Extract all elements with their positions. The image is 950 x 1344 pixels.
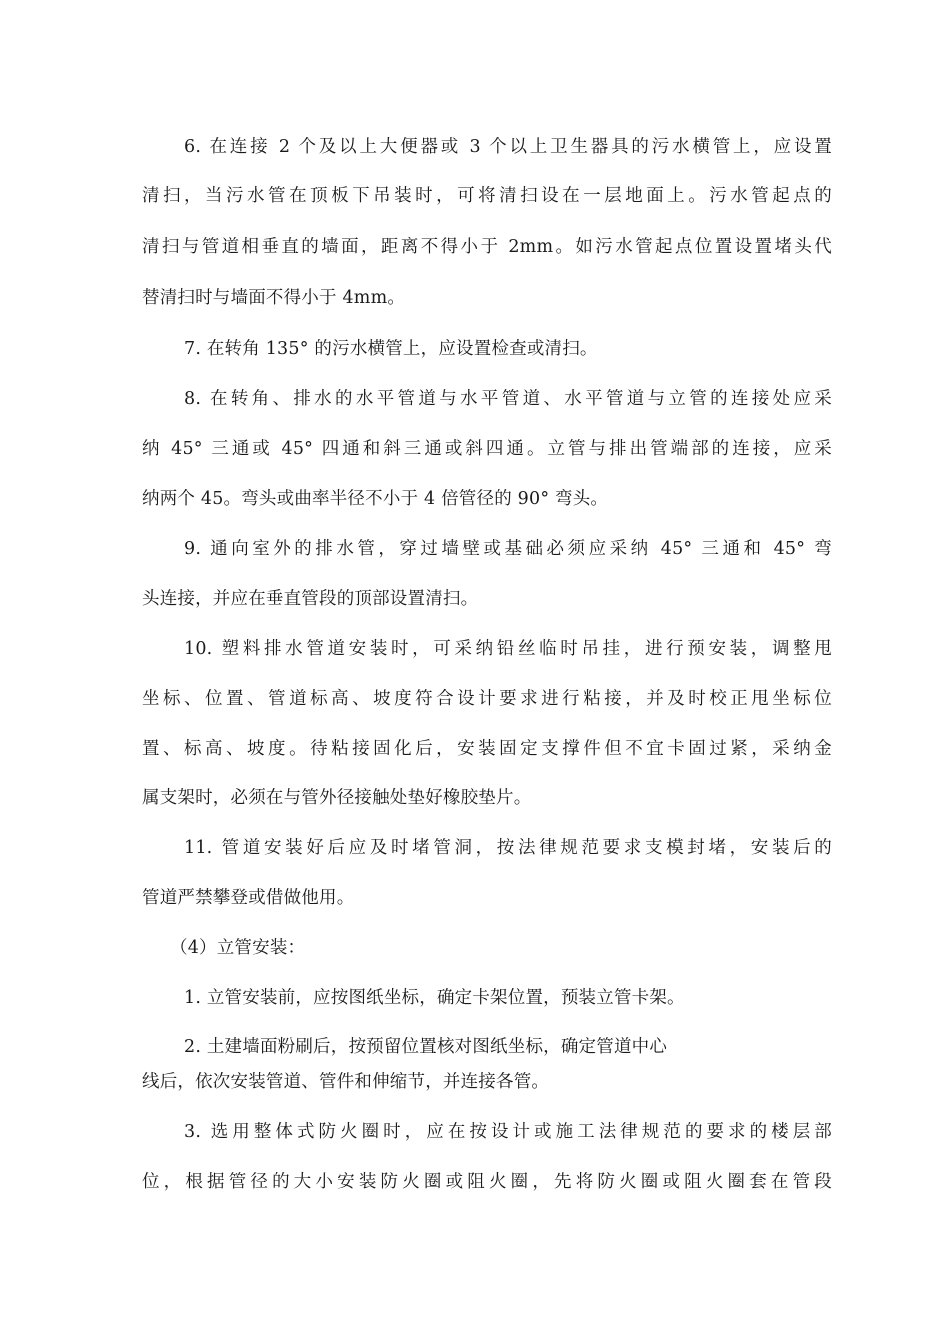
text-line: 清扫，当污水管在顶板下吊装时，可将清扫设在一层地面上。污水管起点的 xyxy=(142,186,832,206)
text-line: 2. 土建墙面粉刷后，按预留位置核对图纸坐标，确定管道中心 xyxy=(184,1037,668,1057)
text-line: 位，根据管径的大小安装防火圈或阻火圈，先将防火圈或阻火圈套在管段 xyxy=(142,1172,832,1192)
text-line: 7. 在转角 135° 的污水横管上，应设置检查或清扫。 xyxy=(184,339,598,359)
text-line: 11. 管道安装好后应及时堵管洞，按法律规范要求支模封堵，安装后的 xyxy=(184,838,832,858)
text-line: 8. 在转角、排水的水平管道与水平管道、水平管道与立管的连接处应采 xyxy=(184,389,832,409)
text-line: 线后，依次安装管道、管件和伸缩节，并连接各管。 xyxy=(142,1072,550,1092)
text-line: 纳两个 45。弯头或曲率半径不小于 4 倍管径的 90° 弯头。 xyxy=(142,489,609,509)
text-line: 坐标、位置、管道标高、坡度符合设计要求进行粘接，并及时校正甩坐标位 xyxy=(142,689,832,709)
section-heading: （4）立管安装： xyxy=(170,938,306,958)
text-line: 属支架时，必须在与管外径接触处垫好橡胶垫片。 xyxy=(142,788,532,808)
text-line: 置、标高、坡度。待粘接固化后，安装固定支撑件但不宜卡固过紧，采纳金 xyxy=(142,739,832,759)
text-line: 6. 在连接 2 个及以上大便器或 3 个以上卫生器具的污水横管上，应设置 xyxy=(184,137,832,157)
text-line: 替清扫时与墙面不得小于 4mm。 xyxy=(142,288,406,308)
text-line: 头连接，并应在垂直管段的顶部设置清扫。 xyxy=(142,589,479,609)
text-line: 9. 通向室外的排水管，穿过墙壁或基础必须应采纳 45° 三通和 45° 弯 xyxy=(184,539,832,559)
text-line: 清扫与管道相垂直的墙面，距离不得小于 2mm。如污水管起点位置设置堵头代 xyxy=(142,237,832,257)
text-line: 纳 45° 三通或 45° 四通和斜三通或斜四通。立管与排出管端部的连接，应采 xyxy=(142,439,832,459)
text-line: 1. 立管安装前，应按图纸坐标，确定卡架位置，预装立管卡架。 xyxy=(184,988,685,1008)
text-line: 3. 选用整体式防火圈时，应在按设计或施工法律规范的要求的楼层部 xyxy=(184,1122,832,1142)
text-line: 10. 塑料排水管道安装时，可采纳铅丝临时吊挂，进行预安装，调整甩 xyxy=(184,639,832,659)
text-line: 管道严禁攀登或借做他用。 xyxy=(142,888,355,908)
